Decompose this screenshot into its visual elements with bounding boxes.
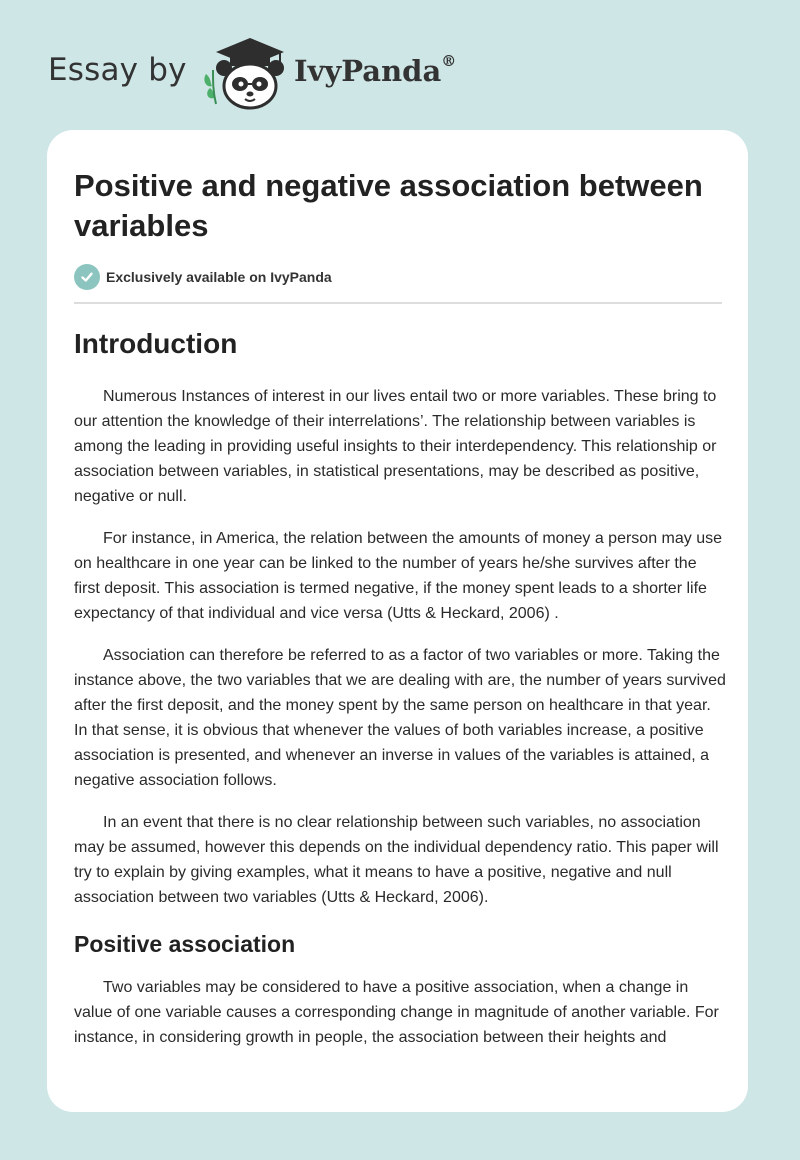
site-header [0,0,800,130]
essay-by-label: Essay by [48,52,187,88]
badge-text: Exclusively available on IvyPanda [106,269,332,285]
brand-name[interactable]: IvyPanda® [294,52,457,88]
page-title: Positive and negative association between variables [74,168,703,243]
panda-graduate-logo-icon[interactable] [200,34,292,110]
paragraph: Numerous Instances of interest in our lives entail two or more variables. These bring to our attention the knowledge of their interrelations’. The relationship between variables is among the leading in providing useful insights to their interdependency. This relationship or association between variables, in statistical presentations, may be described as positive, negative or null. [74,388,717,505]
section-heading-positive-association: Positive association [74,931,296,957]
paragraph: Two variables may be considered to have a positive association, when a change in value of one variable causes a corresponding change in magnitude of another variable. For instance, in considering growth in people, the association between their heights and [74,979,719,1046]
paragraph: Association can therefore be referred to as a factor of two variables or more. Taking the instance above, the two variables that we are dealing with are, the number of years survived after the first deposit, and the money spent by the same person on healthcare in that year. In that sense, it is obvious that whenever the values of both variables increase, a positive association is presented, and whenever an inverse in values of the variables is attained, a negative association follows. [74,647,726,789]
paragraph: In an event that there is no clear relationship between such variables, no association may be assumed, however this depends on the individual dependency ratio. This paper will try to explain by giving examples, what it means to have a positive, negative and null association between two variables (Utts & Heckard, 2006). [74,814,719,906]
essay-card [47,130,748,1112]
exclusive-badge [74,264,332,290]
paragraph: For instance, in America, the relation between the amounts of money a person may use on healthcare in one year can be linked to the number of years he/she survives after the first deposit. This association is termed negative, if the money spent leads to a shorter life expectancy of that individual and vice versa (Utts & Heckard, 2006) . [74,530,722,622]
check-circle-icon [74,264,100,290]
divider [74,302,722,304]
essay-body [74,324,726,1067]
section-heading-introduction: Introduction [74,328,238,359]
registered-mark: ® [441,52,457,70]
